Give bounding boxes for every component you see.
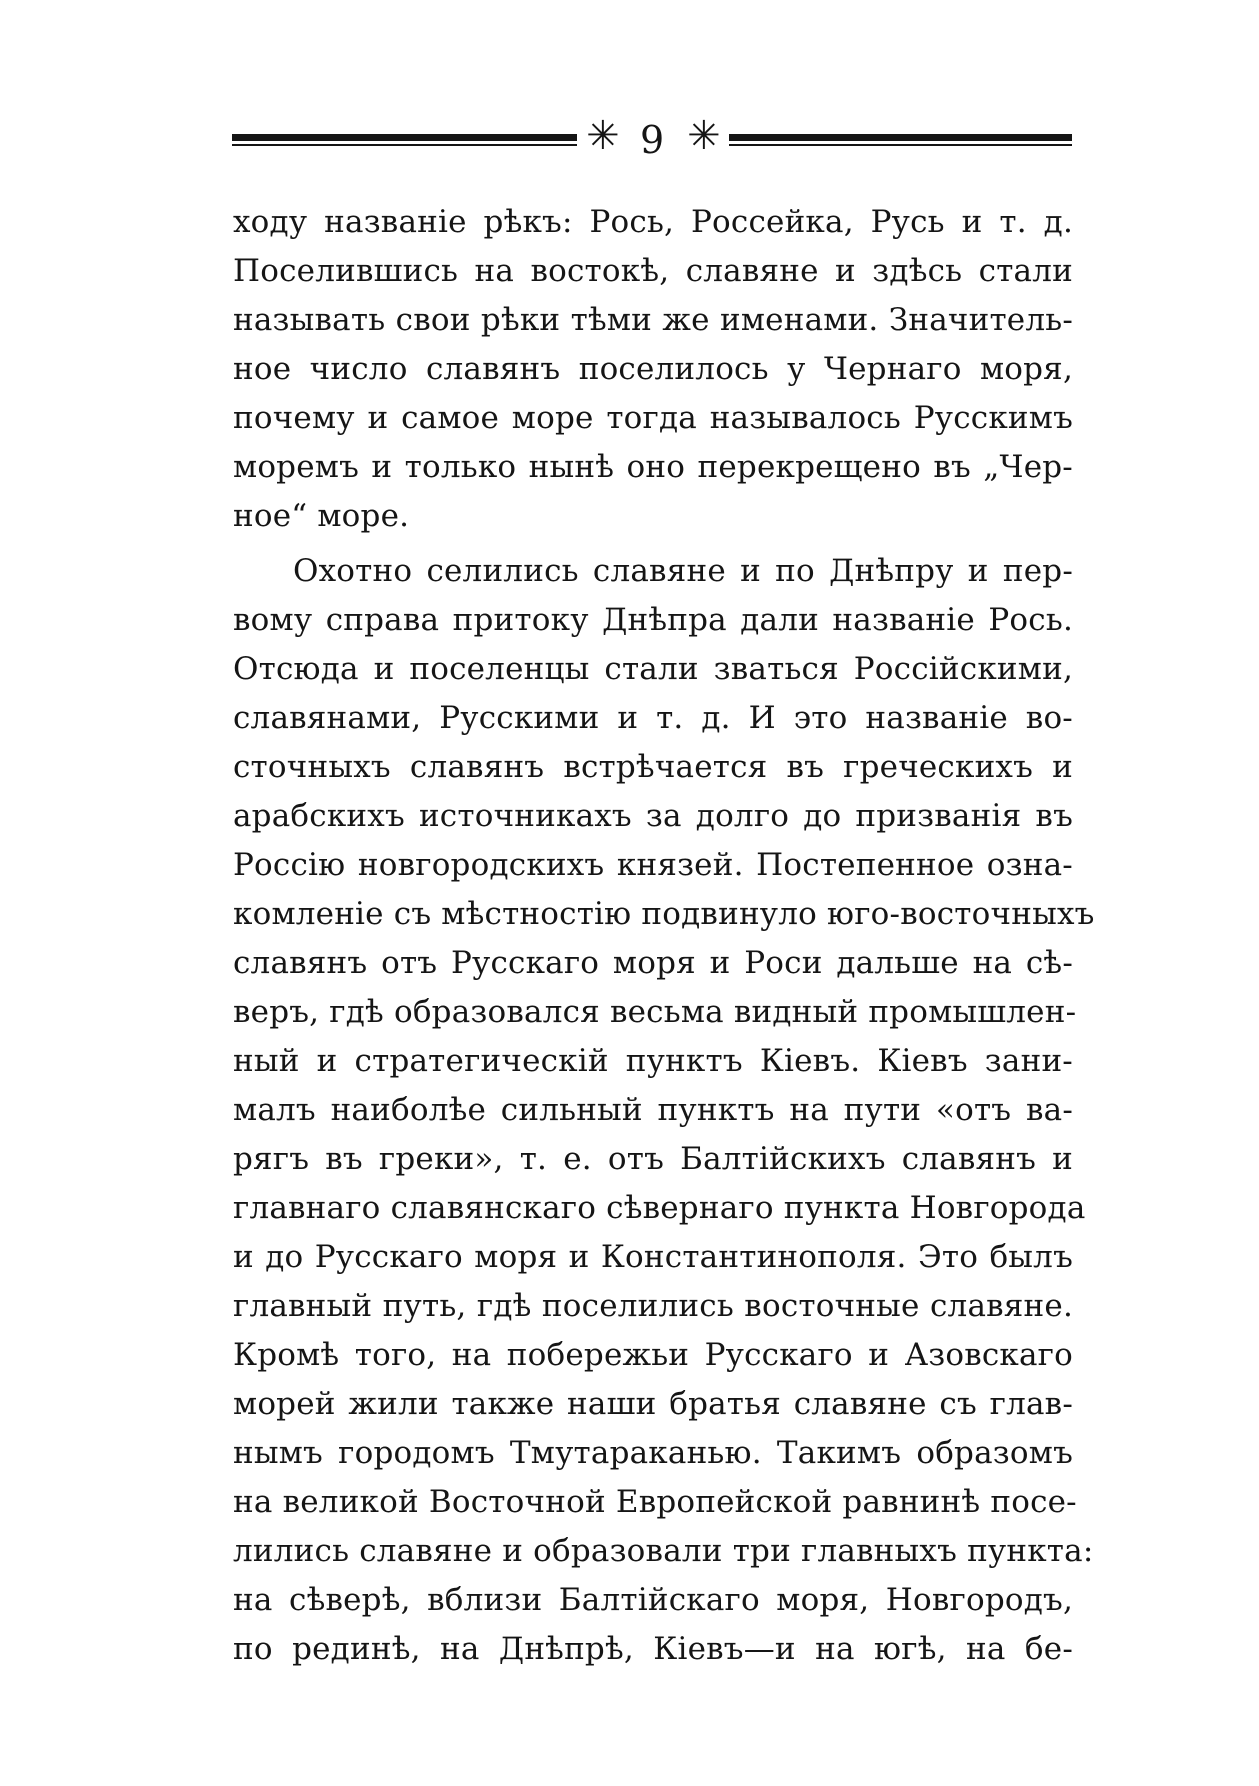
text-line: арабскихъ источникахъ за долго до призванія въ: [233, 798, 1073, 834]
text-line: Отсюда и поселенцы стали зваться Россійскими,: [233, 651, 1073, 687]
text-line: Россію новгородскихъ князей. Постепенное озна-: [233, 847, 1073, 883]
text-line: главный путь, гдѣ поселились восточные славяне.: [233, 1288, 1073, 1324]
header-rule-right: [729, 134, 1072, 146]
text-line: моремъ и только нынѣ оно перекрещено въ „Чер-: [233, 449, 1073, 485]
text-line: Кромѣ того, на побережьи Русскаго и Азовскаго: [233, 1337, 1073, 1373]
body-text: [233, 198, 1095, 1674]
asterism-ornament-icon: ✳: [586, 113, 620, 159]
header-rule-left: [232, 134, 577, 146]
text-line: называть свои рѣки тѣми же именами. Значитель-: [233, 302, 1073, 338]
text-line: славянами, Русскими и т. д. И это названіе во-: [233, 700, 1073, 736]
page-number: 9: [640, 118, 665, 162]
page-header: [232, 112, 1072, 172]
text-line: ный и стратегическій пунктъ Кіевъ. Кіевъ зани-: [233, 1043, 1073, 1079]
text-line: на великой Восточной Европейской равнинѣ посе-: [233, 1484, 1077, 1520]
text-line: и до Русскаго моря и Константинополя. Это былъ: [233, 1239, 1073, 1275]
text-line: комленіе съ мѣстностію подвинуло юго-восточныхъ: [233, 896, 1095, 932]
text-line: Охотно селились славяне и по Днѣпру и пер-: [293, 553, 1073, 589]
paragraph-1: [233, 198, 1073, 541]
text-line: малъ наиболѣе сильный пунктъ на пути «отъ ва-: [233, 1092, 1073, 1128]
paragraph-2: [233, 547, 1095, 1674]
text-line: сточныхъ славянъ встрѣчается въ греческихъ и: [233, 749, 1073, 785]
text-line: Поселившись на востокѣ, славяне и здѣсь стали: [233, 253, 1073, 289]
text-line: ходу названіе рѣкъ: Рось, Россейка, Русь и т. д.: [233, 204, 1073, 240]
text-line: вому справа притоку Днѣпра дали названіе Рось.: [233, 602, 1073, 638]
text-line: ное число славянъ поселилось у Чернаго моря,: [233, 351, 1073, 387]
text-line: по рединѣ, на Днѣпрѣ, Кіевъ—и на югѣ, на бе-: [233, 1631, 1073, 1667]
text-line: ное“ море.: [233, 498, 410, 534]
text-line: рягъ въ греки», т. е. отъ Балтійскихъ славянъ и: [233, 1141, 1073, 1177]
text-line: на сѣверѣ, вблизи Балтійскаго моря, Новгородъ,: [233, 1582, 1073, 1618]
text-line: веръ, гдѣ образовался весьма видный промышлен-: [233, 994, 1077, 1030]
text-line: морей жили также наши братья славяне съ глав-: [233, 1386, 1073, 1422]
asterism-ornament-icon: ✳: [687, 113, 721, 159]
text-line: почему и самое море тогда называлось Русскимъ: [233, 400, 1073, 436]
text-line: нымъ городомъ Тмутараканью. Такимъ образомъ: [233, 1435, 1073, 1471]
text-line: славянъ отъ Русскаго моря и Роси дальше на сѣ-: [233, 945, 1073, 981]
text-line: главнаго славянскаго сѣвернаго пункта Новгорода: [233, 1190, 1086, 1226]
text-line: лились славяне и образовали три главныхъ пункта:: [233, 1533, 1094, 1569]
